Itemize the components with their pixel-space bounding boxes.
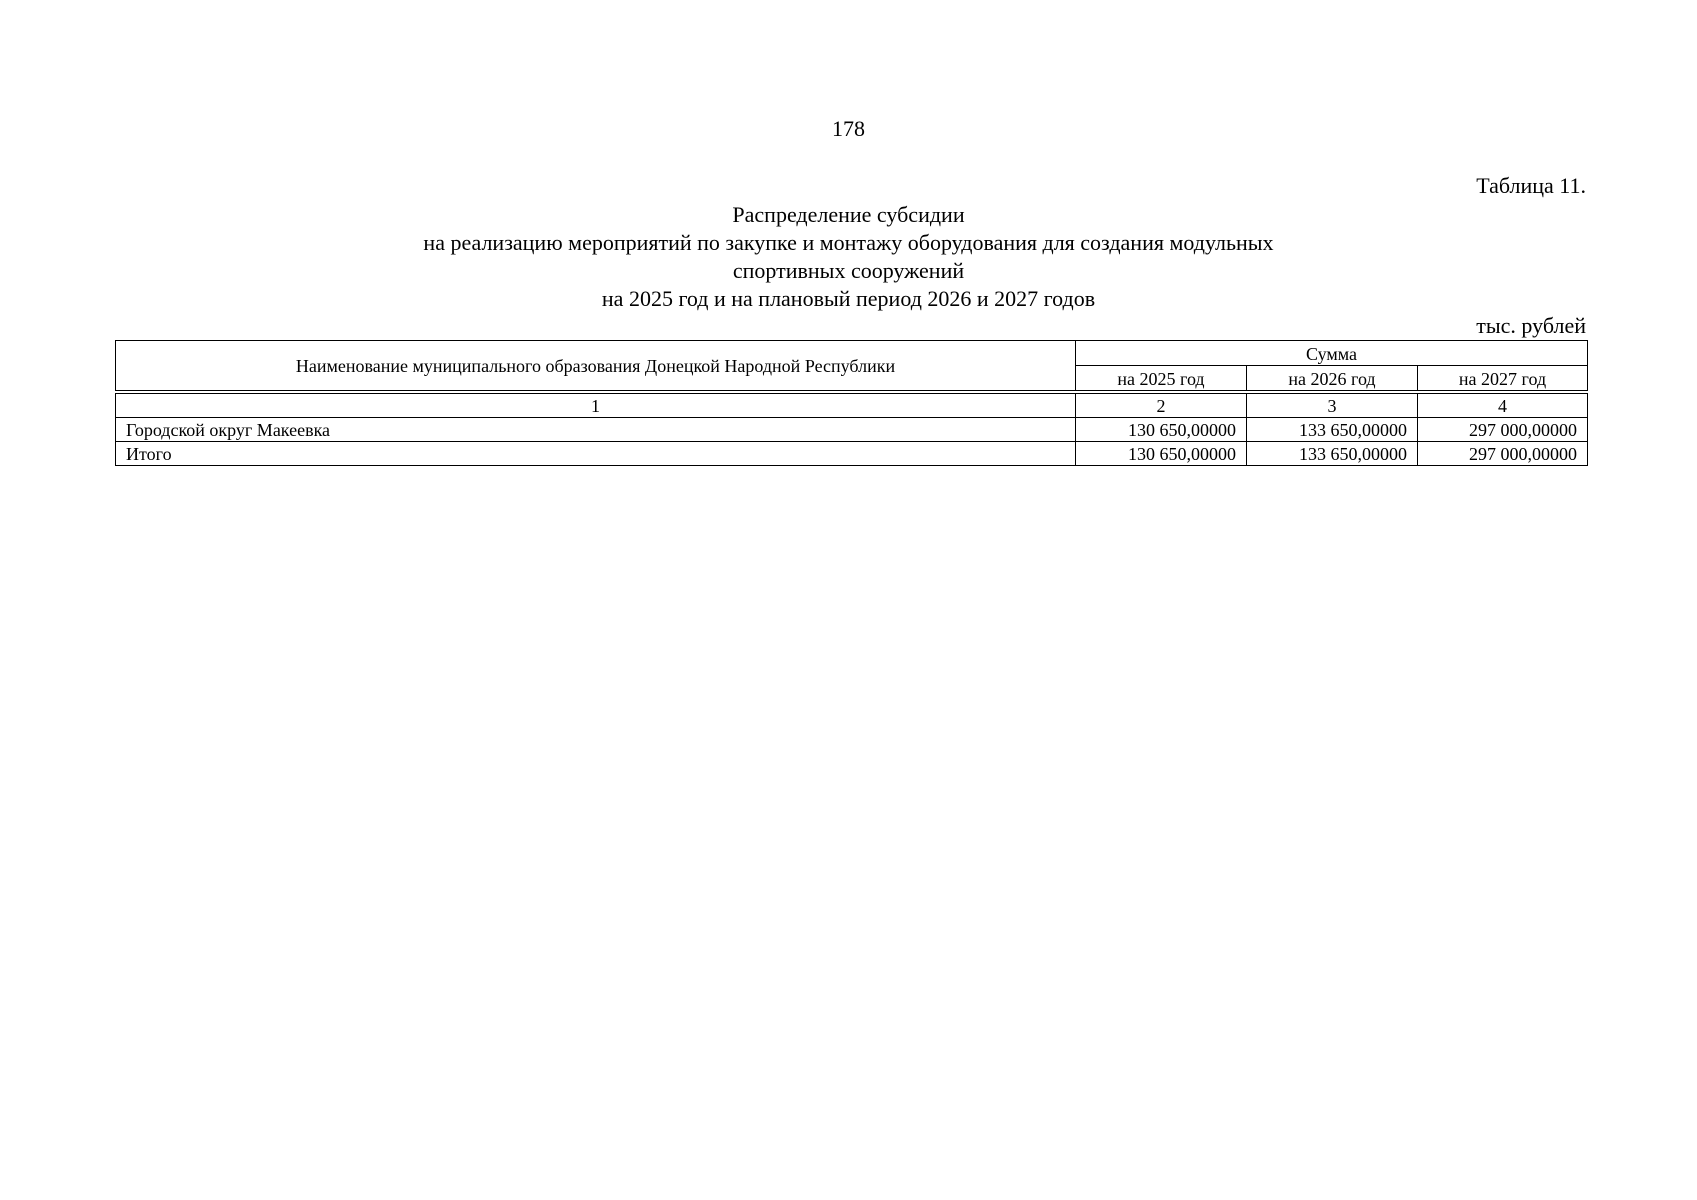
column-number: 4 [1418, 392, 1588, 418]
column-numbers-row [116, 392, 1588, 418]
header-year-2026: на 2026 год [1247, 366, 1418, 393]
column-number: 3 [1247, 392, 1418, 418]
table-label: Таблица 11. [1476, 173, 1586, 198]
subsidy-table [115, 340, 1588, 466]
row-value-2027: 297 000,00000 [1418, 418, 1588, 442]
header-year-2027: на 2027 год [1418, 366, 1588, 393]
units-label: тыс. рублей [1476, 313, 1586, 338]
document-title [0, 201, 1697, 313]
column-number: 1 [116, 392, 1076, 418]
row-value-2025: 130 650,00000 [1076, 418, 1247, 442]
header-municipality-name: Наименование муниципального образования Донецкой Народной Республики [116, 341, 1076, 393]
header-year-2025: на 2025 год [1076, 366, 1247, 393]
row-name: Городской округ Макеевка [116, 418, 1076, 442]
page-number: 178 [832, 116, 865, 141]
row-value-2025: 130 650,00000 [1076, 442, 1247, 466]
title-line: Распределение субсидии [732, 202, 965, 227]
header-sum: Сумма [1076, 341, 1588, 366]
row-value-2027: 297 000,00000 [1418, 442, 1588, 466]
row-value-2026: 133 650,00000 [1247, 442, 1418, 466]
total-row [116, 442, 1588, 466]
title-line: на 2025 год и на плановый период 2026 и 2027 годов [601, 286, 1096, 311]
title-line: на реализацию мероприятий по закупке и монтажу оборудования для создания модульных [423, 230, 1274, 255]
row-value-2026: 133 650,00000 [1247, 418, 1418, 442]
column-number: 2 [1076, 392, 1247, 418]
title-line: спортивных сооружений [732, 258, 965, 283]
row-name: Итого [116, 442, 1076, 466]
table-row [116, 418, 1588, 442]
